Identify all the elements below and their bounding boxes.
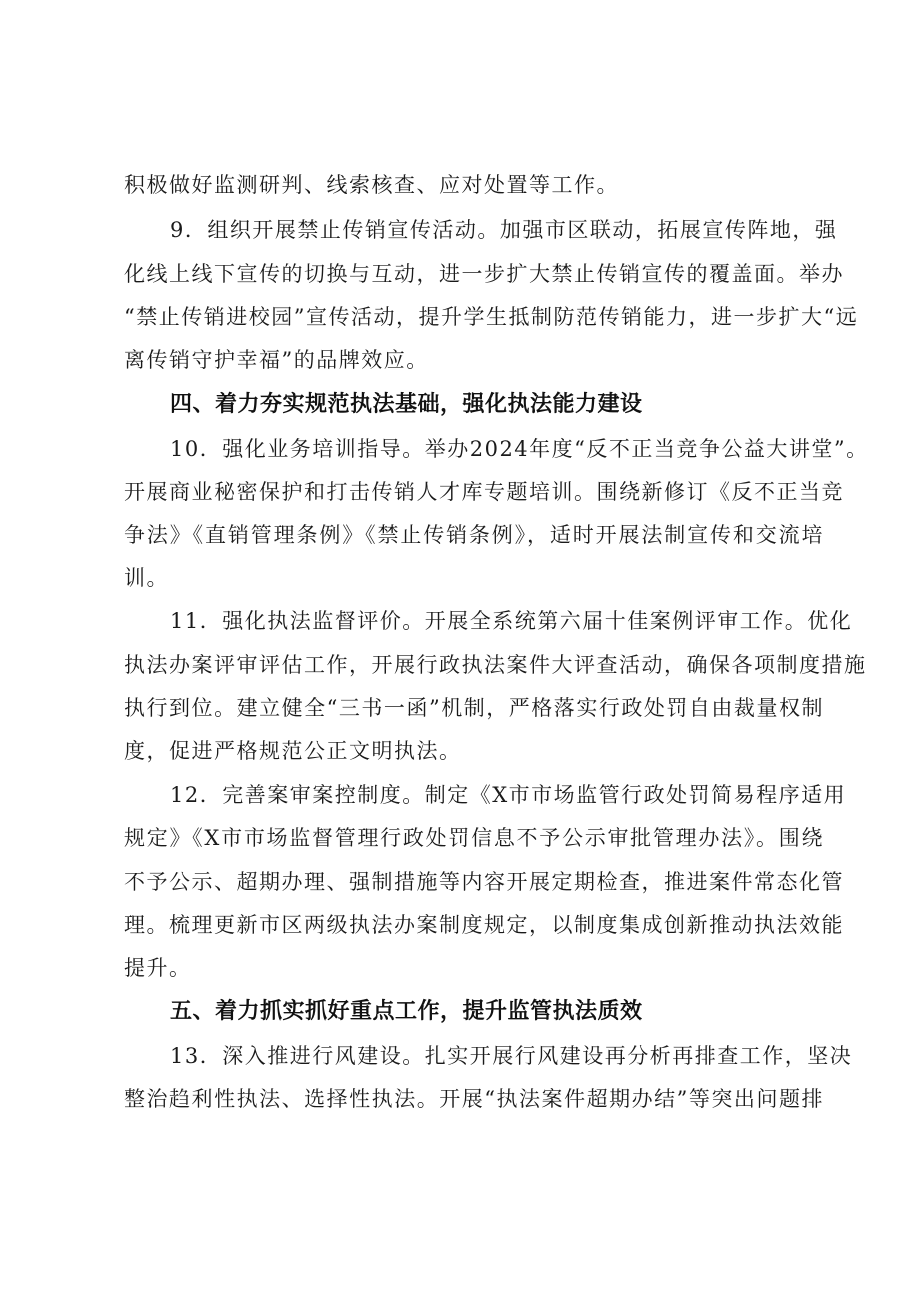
- paragraph-10-line-3: 争法》《直销管理条例》《禁止传销条例》，适时开展法制宣传和交流培: [124, 523, 824, 547]
- paragraph-12-line-3: 不予公示、超期办理、强制措施等内容开展定期检查，推进案件常态化管: [124, 870, 844, 894]
- paragraph-10-line-4: 训。: [124, 566, 169, 590]
- section-heading-4: 四、着力夯实规范执法基础，强化执法能力建设: [170, 392, 643, 417]
- paragraph-13-line-2: 整治趋利性执法、选择性执法。开展“执法案件超期办结”等突出问题排: [124, 1087, 824, 1111]
- paragraph-10-line-2: 开展商业秘密保护和打击传销人才库专题培训。围绕新修订《反不正当竞: [124, 480, 844, 504]
- section-heading-5: 五、着力抓实抓好重点工作，提升监管执法质效: [170, 999, 643, 1024]
- paragraph-9-line-3: “禁止传销进校园”宣传活动，提升学生抵制防范传销能力，进一步扩大“远: [124, 305, 859, 329]
- paragraph-11-line-4: 度，促进严格规范公正文明执法。: [124, 739, 462, 763]
- paragraph-9-line-1: 9．组织开展禁止传销宣传活动。加强市区联动，拓展宣传阵地，强: [170, 218, 838, 242]
- paragraph-continuation-line: 积极做好监测研判、线索核查、应对处置等工作。: [124, 173, 619, 197]
- paragraph-13-line-1: 13．深入推进行风建设。扎实开展行风建设再分析再排查工作，坚决: [170, 1044, 853, 1068]
- paragraph-11-line-2: 执法办案评审评估工作，开展行政执法案件大评查活动，确保各项制度措施: [124, 653, 867, 677]
- paragraph-12-line-2: 规定》《X市市场监督管理行政处罚信息不予公示审批管理办法》。围绕: [124, 826, 824, 850]
- paragraph-12-line-5: 提升。: [124, 956, 192, 980]
- paragraph-12-line-1: 12．完善案审案控制度。制定《X市市场监管行政处罚简易程序适用: [170, 783, 847, 807]
- paragraph-11-line-1: 11．强化执法监督评价。开展全系统第六届十佳案例评审工作。优化: [170, 609, 853, 633]
- paragraph-9-line-4: 离传销守护幸福”的品牌效应。: [124, 348, 429, 372]
- paragraph-11-line-3: 执行到位。建立健全“三书一函”机制，严格落实行政处罚自由裁量权制: [124, 696, 824, 720]
- paragraph-9-line-2: 化线上线下宣传的切换与互动，进一步扩大禁止传销宣传的覆盖面。举办: [124, 262, 844, 286]
- paragraph-10-line-1: 10．强化业务培训指导。举办2024年度“反不正当竞争公益大讲堂”。: [170, 437, 869, 461]
- paragraph-12-line-4: 理。梳理更新市区两级执法办案制度规定，以制度集成创新推动执法效能: [124, 913, 844, 937]
